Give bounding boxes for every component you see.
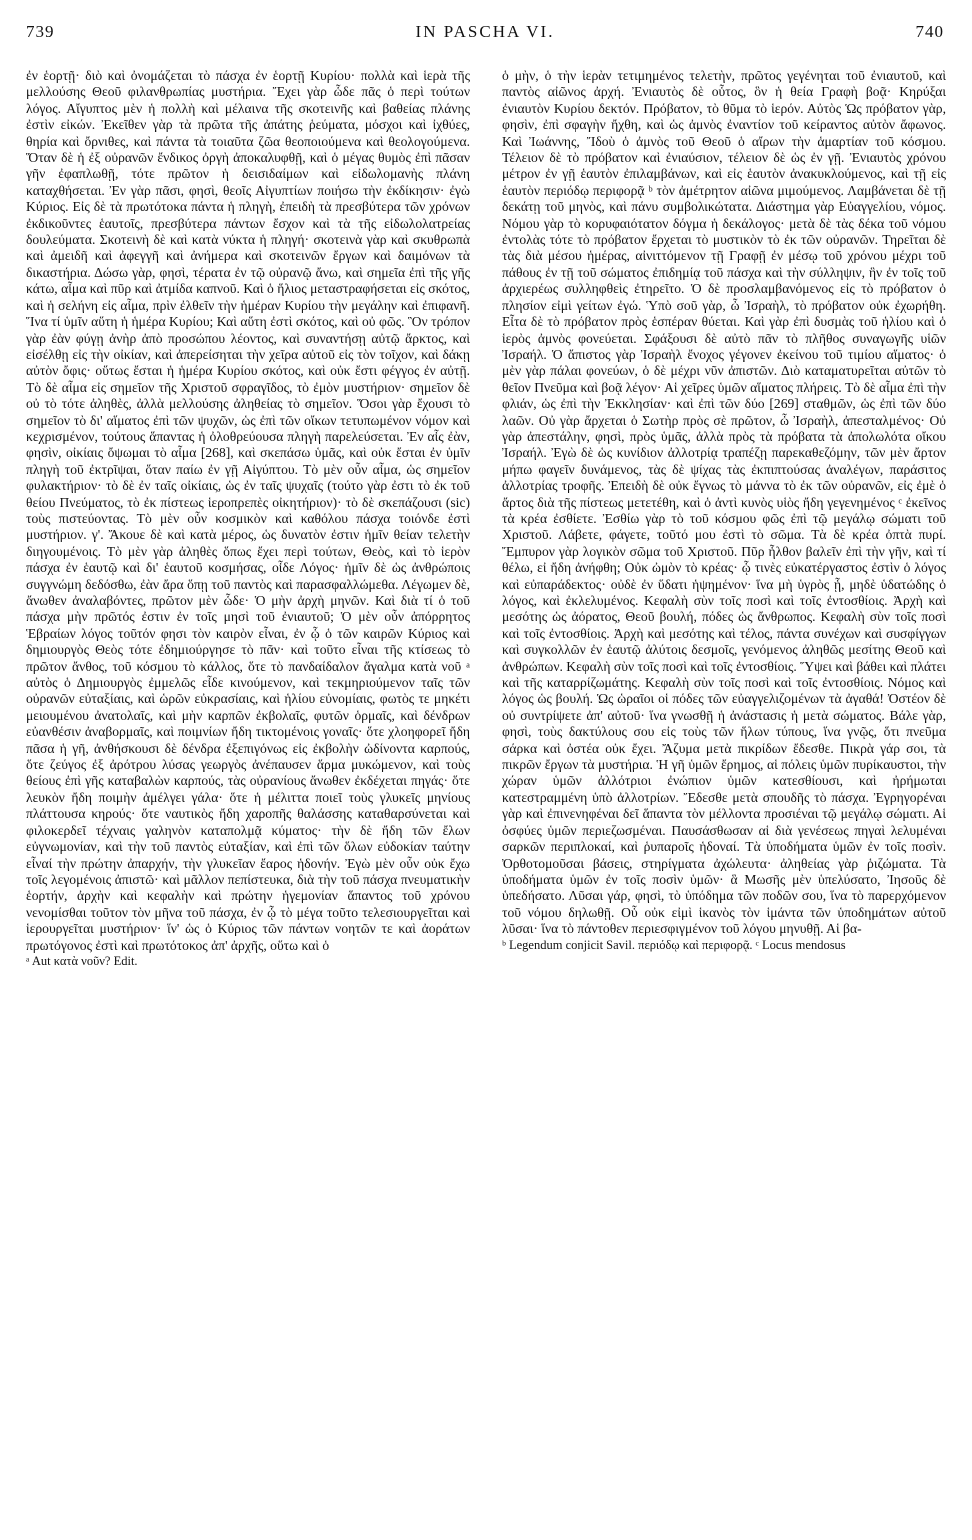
- page-number-left: 739: [26, 22, 55, 41]
- left-footnote: ᵃ Aut κατὰ νοῦν? Edit.: [26, 953, 138, 968]
- right-column-text: ὁ μὴν, ὁ τὴν ἱερὰν τετιμημένος τελετὴν, πρῶτος γεγένηται τοῦ ἐνιαυτοῦ, καὶ παντὸς αἰῶνος ἀρχή. Ἐνιαυτὸς δὲ οὗτος, ὃν ἡ θεία Γραφὴ βοᾷ· Κηρύξαι ἐνιαυτὸν Κυρίου δεκτόν. Πρόβατον, τὸ θῦμα τὸ ἱερόν. Αὐτὸς Ὡς πρόβατον γὰρ, φησὶν, ἐπὶ σφαγὴν ἤχθη, καὶ ὡς ἀμνὸς ἐναντίον τοῦ κείραντος αὐτὸν ἄφωνος. Καὶ Ἰωάννης, Ἴδοὺ ὁ ἀμνὸς τοῦ Θεοῦ ὁ αἴρων τὴν ἁμαρτίαν τοῦ κόσμου. Τέλειον δὲ τὸ πρόβατον καὶ ἐνιαύσιον, τέλειον δὲ ὡς ἐν γῇ. Ἐνιαυτὸς χρόνου μέτρον ἐν γῇ ἑαυτὸν ἐπιλαμβάνων, καὶ εἰς ἑαυτὸν ἀνακυκλούμενος, καὶ τῇ εἰς ἑαυτὸν περιόδῳ περιφορᾷ ᵇ τὸν ἀμέτρητον αἰῶνα μιμούμενος. Λαμβάνεται δὲ τῇ δεκάτῃ τοῦ μηνὸς, καὶ πάνυ συμβολικώτατα. Διάστημα γὰρ Εὐαγγελίου, νόμος. Νόμου γὰρ τὸ κορυφαιότατον δόγμα ἡ δεκάλογος· μετὰ δὲ τὰς δέκα τοῦ νόμου ἐντολὰς τότε τὸ πρόβατον ἔρχεται τὸ μυστικὸν τὸ ἐκ τῶν οὐρανῶν. Τηρεῖται δὲ τὰς διὰ μέσου ἡμέρας, αἰνιττόμενον τῇ Γραφῇ ἐν μέσῳ τοῦ χρόνου μέχρι τοῦ πάθους ἐν τῇ τοῦ σώματος ἐπιδημίᾳ τοῦ πάσχα καὶ τὴν σύλληψιν, ἣν ἐν τοῖς τοῦ ἀρχιερέως συλληφθεὶς ἐτηρεῖτο. Ὁ δὲ προσλαμβανόμενος εἰς τὸ πρόβατον ὁ πλησίον εἰμὶ γείτων ἐγώ. Ὑπὸ σοῦ γὰρ, ὦ Ἰσραὴλ, τὸ πρόβατον οὐκ ἐχωρήθη. Εἶτα δὲ τὸ πρόβατον πρὸς ἑσπέραν θύεται. Καὶ γὰρ ἐπὶ δυσμὰς τοῦ ἡλίου καὶ ὁ ἱερὸς ἀμνὸς φονεύεται. Σφάξουσι δὲ αὐτὸ πᾶν τὸ πλῆθος συναγωγῆς υἱῶν Ἰσραήλ. Ὁ ἄπιστος γὰρ Ἰσραὴλ ἔνοχος γέγονεν ἐκείνου τοῦ τιμίου αἵματος· ὁ μὲν γὰρ πάλαι φονεύων, ὁ δὲ μέχρι νῦν ἀπιστῶν. Διὸ καταματυρεῖται αὐτῶν τὸ θεῖον Πνεῦμα καὶ βοᾷ λέγον· Αἱ χεῖρες ὑμῶν αἵματος πλήρεις. Τὸ δὲ αἷμα ἐπὶ τὴν φλιάν, ὡς ἐπὶ τὴν Ἐκκλησίαν· καὶ ἐπὶ τῶν δύο [269] σταθμῶν, ὡς ἐπὶ τῶν δύο λαῶν. Οὐ γὰρ ἄρχεται ὁ Σωτὴρ πρὸς σὲ πρῶτον, ὦ Ἰσραὴλ, ἀπεσταλμένος· Οὐ γὰρ ἀπεστάλην, φησὶ, πρὸς ὑμᾶς, ἀλλὰ πρὸς τὰ πρόβατα τὰ ἀπολωλότα οἴκου Ἰσραήλ. Ἐγὼ δὲ ὡς κυνίδιον ἀλλοτρίᾳ τραπέζῃ παρεκαθεζόμην, τῶν μὲν ἄρτον μήπω φαγεῖν δυνάμενος, τὰς δὲ ψίχας τὰς ἐκπιπτούσας ἀναλέγων, παράσιτος ἀλλοτρίας τροφῆς. Ἐπειδὴ δὲ οὐκ ἔγνως τὸ μάννα τὸ ἐκ τῶν οὐρανῶν, εἰς ἐμὲ ὁ ἄρτος διὰ τῆς πίστεως μετετέθη, καὶ ὁ ἀντὶ κυνὸς υἱὸς ἤδη γεγενημένος ᶜ ἐκεῖνος τὰ κρέα ἐσθίετε. Ἐσθίω γὰρ τὸ τοῦ κόσμου φῶς ἐπὶ τῷ μεγάλῳ σώματι τοῦ Χριστοῦ. Λάβετε, φάγετε, τοῦτό μου ἐστὶ τὸ σῶμα. Τὰ δὲ κρέα ὀπτὰ πυρί. Ἔμπυρον γὰρ λογικὸν σῶμα τοῦ Χριστοῦ. Πῦρ ἦλθον βαλεῖν ἐπὶ τὴν γῆν, καὶ τί θέλω, εἰ ἤδη ἀνήφθη; Οὐκ ὠμὸν τὸ κρέας· ᾧ τινὲς εὐκατέργαστος ἐστὶν ὁ λόγος καὶ εὐπαράδεκτος· οὐδὲ ἐν ὕδατι ἡψημένον· ἵνα μὴ ὑγρὸς ᾖ, μηδὲ ὑδατώδης ὁ λόγος, καὶ ἐκλελυμένος. Κεφαλὴ σὺν τοῖς ποσὶ καὶ τοῖς ἐντοσθίοις. Ἀρχὴ καὶ μεσότης ὡς ἀόρατος, Θεοῦ βουλή, πόδες ὡς ἄνθρωπος. Κεφαλὴ σὺν τοῖς ποσὶ καὶ τοῖς ἐντοσθίοις. Ἀρχὴ καὶ μεσότης καὶ τέλος, πάντα συνέχων καὶ συσφίγγων καὶ συγκολλῶν ἐν ἑαυτῷ ἀλύτοις δεσμοῖς, γενόμενος ἀληθῶς μεσίτης Θεοῦ καὶ ἀνθρώπων. Κεφαλὴ σὺν τοῖς ποσὶ καὶ τοῖς ἐντοσθίοις. Ὕψει καὶ βάθει καὶ πλάτει καὶ τῆς καταρρίζωμάτης. Κεφαλὴ σὺν τοῖς ποσὶ καὶ τοῖς ἐντοσθίοις. Νόμος καὶ λόγος ὡς βουλή. Ὡς ὡραῖοι οἱ πόδες τῶν εὐαγγελιζομένων τὰ ἀγαθά! Ὀστέον δὲ οὐ συντρίψετε ἀπ' αὐτοῦ· ἵνα γνωσθῇ ἡ ἀνάστασις ἡ μετὰ σώματος. Βάλε γὰρ, φησὶ, τοὺς δακτύλους σου εἰς τοὺς τῶν ἥλων τύπους, ἵνα γνῷς, ὅτι πνεῦμα σάρκα καὶ ὀστέα οὐκ ἔχει. Ἄζυμα μετὰ πικρίδων ἔδεσθε. Πικρὰ γάρ σοι, τὰ πικρῶν ἔργων τὰ μυστήρια. Ἡ γῆ ὑμῶν ἔρημος, αἱ πόλεις ὑμῶν πυρίκαυστοι, τὴν χώραν ὑμῶν ἀλλότριοι ἐνώπιον ὑμῶν κατεσθίουσι, καὶ ἠρήμωται κατεστραμμένη ὑπὸ ἀλλοτρίων. Ἔδεσθε μετὰ σπουδῆς τὸ πάσχα. Ἐγρηγορέναι γὰρ καὶ ἐπινενηφέναι δεῖ ἅπαντα τὸν μέλλοντα προσιέναι τῷ μεγάλῳ σώματι. Αἱ ὀσφύες ὑμῶν περιεζωσμέναι. Παυσάσθωσαν αἱ διὰ γενέσεως πηγαὶ λελυμέναι σαρκῶν περιπλοκαί, καὶ ῥυπαροῖς ἡδοναί. Τὰ ὑποδήματα ὑμῶν ἐν τοῖς ποσὶν. Ὀρθοτομοῦσαι βάσεις, στηρίγματα ἀχώλευτα· ἀληθείας γὰρ ῥιζώματα. Τὰ ὑποδήματα ὑμῶν ἐν τοῖς ποσὶν ὑμῶν· ἃ Μωσῆς μὲν ὑπελύσατο, Ἰησοῦς δὲ ὑπεδήσατο. Λῦσαι γάρ, φησὶ, τὸ ὑπόδημα τῶν ποδῶν σου, ἵνα τὸ παρερχόμενον τοῦ νόμου δηλωθῇ. Οὗ οὐκ εἰμὶ ἱκανὸς τὸν ἱμάντα τῶν ὑποδημάτων αὐτοῦ λῦσαι· ἵνα τὸ πάντοθεν περιεσφιγμένον τοῦ λόγου μηνυθῇ. Αἱ βα-: [502, 68, 946, 937]
- left-column: [26, 68, 470, 1520]
- left-column-text: ἐν ἑορτῇ· διὸ καὶ ὀνομάζεται τὸ πάσχα ἐν ἑορτῇ Κυρίου· πολλὰ καὶ ἱερὰ τῆς μελλούσης Θεοῦ φιλανθρωπίας μυστήρια. Ἔχει γὰρ ὧδε πᾶς ὁ περὶ τούτων λόγος. Αἴγυπτος μὲν ἡ πολλὴ καὶ μέλαινα τῆς σκοτεινῆς καὶ βαθείας πλάνης ἐστὶν εἰκών. Ἐκεῖθεν γὰρ τὰ πρῶτα τῆς ἀπάτης ῥεύματα, μόσχοι καὶ ἰχθύες, θηρία καὶ ὄρνιθες, καὶ πάντα τὰ τοιαῦτα ζῶα θεοποιούμενα καὶ θεολογούμενα. Ὅταν δὲ ἡ ἐξ οὐρανῶν ἔνδικος ὀργὴ ἀποκαλυφθῇ, καὶ ὁ μέγας θυμὸς ἐπὶ πᾶσαν γῆν ἐφαπλωθῇ, τότε πρῶτον ἡ δεισιδαίμων καὶ εἰδωλομανὴς πλάνη καταχθήσεται. Ἐν γὰρ πᾶσι, φησὶ, θεοῖς Αἰγυπτίων ποιήσω τὴν ἐκδίκησιν· ἐγὼ Κύριος. Εἰς δὲ τὰ πρωτότοκα πάντα ἡ πληγὴ, ἐπειδὴ τὰ πρεσβύτερα τῶν χρόνων ἐκδικοῦντες ἑαυτοῖς, πρεσβύτερα πάντων ἔσχον καὶ τὰ τῆς εἰδωλολατρείας δουλεύματα. Σκοτεινὴ δὲ καὶ κατὰ νύκτα ἡ πληγή· σκοτεινὰ γὰρ καὶ σκυθρωπὰ καὶ ἀμειδῆ καὶ ἀφεγγῆ καὶ ἀνήμερα καὶ σκοτεινῶν ἔργων καὶ δαιμόνων τὰ δικαστήρια. Δώσω γὰρ, φησὶ, τέρατα ἐν τῷ οὐρανῷ ἄνω, καὶ σημεῖα ἐπὶ τῆς γῆς κάτω, αἷμα καὶ πῦρ καὶ ἀτμίδα καπνοῦ. Καὶ ὁ ἥλιος μεταστραφήσεται εἰς σκότος, καὶ ἡ σελήνη εἰς αἷμα, πρὶν ἐλθεῖν τὴν ἡμέραν Κυρίου τὴν μεγάλην καὶ ἐπιφανῆ. Ἵνα τί ὑμῖν αὕτη ἡ ἡμέρα Κυρίου; Καὶ αὕτη ἐστὶ σκότος, καὶ οὐ φῶς. Ὃν τρόπον γὰρ ἐὰν φύγῃ ἀνὴρ ἀπὸ προσώπου λέοντος, καὶ συναντήσῃ αὐτῷ ἄρκτος, καὶ εἰσέλθῃ εἰς τὴν οἰκίαν, καὶ ἀπερείσηται τὴν χεῖρα αὐτοῦ εἰς τὸν τοῖχον, καὶ δάκῃ αὐτὸν ὄφις· οὕτως ἔσται ἡ ἡμέρα Κυρίου σκότος, καὶ οὐκ ἔστι φέγγος ἐν αὐτῇ. Τὸ δὲ αἷμα εἰς σημεῖον τῆς Χριστοῦ σφραγῖδος, τὸ ἐμὸν μυστήριον· σημεῖον δὲ οὐ τὸ τότε ἀληθὲς, ἀλλὰ μελλούσης ἀληθείας τὸ σημεῖον. Ὅσοι γὰρ ἔχουσι τὸ σημεῖον τὸ δι' αἵματος ἐπὶ τῶν ψυχῶν, ὡς ἐπὶ τῶν οἴκων τετυπωμένον νόμον καὶ κεχρισμένον, τούτους ἅπαντας ἡ ὀλοθρεύουσα πληγὴ παρελεύσεται. Ἐν αἷς ἐὰν, φησὶν, οἰκίαις ὄψωμαι τὸ αἷμα [268], καὶ σκεπάσω ὑμᾶς, καὶ οὐκ ἔσται ἐν ὑμῖν πληγὴ τοῦ ἐκτρῖψαι, ὅταν παίω ἐν γῇ Αἰγύπτου. Τὸ μὲν οὖν αἷμα, ὡς σημεῖον φυλακτήριον· τὸ δὲ ἐν ταῖς οἰκίαις, ὡς ἐν ταῖς ψυχαῖς (τούτο γὰρ ἐστι τὸ ἐκ τοῦ θείου Πνεύματος, τὸ ἐκ πίστεως ἱεροπρεπὲς οἰκητήριον)· τὸ δὲ σκεπάζουσι (sic) τοὺς πιστεύοντας. Τὸ μὲν οὖν κοσμικὸν καὶ καθόλου πάσχα τοιόνδε ἐστὶ μυστήριον. γ'. Ἄκουε δὲ καὶ κατὰ μέρος, ὡς δυνατὸν ἐστιν ἡμῖν θείαν τελετὴν διηγουμένοις. Τὸ μὲν γὰρ ἀληθὲς ὅπως ἔχει περὶ τούτων, Θεὸς, καὶ τὸ ἱερὸν πάσχα ἐν ἑαυτῷ καὶ δι' ἑαυτοῦ κοσμήσας, οἶδε Λόγος· ἡμῖν δὲ ὡς ἀνθρώποις συγγνώμη δεδόσθω, ἐὰν ἄρα ὅπῃ τοῦ παντὸς καὶ παρασφαλλώμεθα. Λέγωμεν δὲ, ἄνωθεν ἀναλαβόντες, πρῶτον μὲν ὧδε· Ὁ μὴν ἀρχὴ μηνῶν. Καὶ διὰ τί ὁ τοῦ πάσχα μὴν πρῶτός ἐστιν ἐν τοῖς μησὶ τοῦ ἐνιαυτοῦ; Ὁ μὲν οὖν ἀπόρρητος Ἑβραίων λόγος τοῦτόν φησι τὸν καιρὸν εἶναι, ἐν ᾧ ὁ τῶν καιρῶν Κύριος καὶ δημιουργὸς Θεὸς τότε ἐδημιούργησε τὸ πᾶν· καὶ τοῦτο εἶναι τῆς κτίσεως τὸ πρῶτον ἄνθος, τοῦ κόσμου τὸ κάλλος, ὅτε τὸ πανδαίδαλον ἄγαλμα κατὰ νοῦ ᵃ αὐτὸς ὁ Δημιουργὸς ἐμμελῶς εἶδε κινούμενον, καὶ τεκμηριούμενον ταῖς τῶν οὐρανῶν εὐταξίαις, καὶ ὡρῶν εὐκρασίαις, καὶ ἡλίου εὐνομίαις, φωτὸς τε μηκέτι μειουμένου ἀνατολαῖς, καὶ μὴν καρπῶν ἐκβολαῖς, φυτῶν ὁρμαῖς, καὶ δένδρων εὐανθέσιν ἀναβορμαῖς, καὶ ποιμνίων ἤδη τικτομένοις γοναῖς· ὅτε χλοηφορεῖ ἤδη πᾶσα ἡ γῆ, ἀνθήσκουσι δὲ δένδρα ἐξεπιγόνως εἰς ἐκβολὴν ὠδίνοντα καρπούς, ὅτε ζεύγος ἐξ ἀρότρου λύσας γεωργὸς ἀνέπαυσεν ἅρμα μυκώμενον, καὶ τοὺς θείους ἐπὶ γῆς καταβαλὼν καρπούς, τὰς οὐρανίους ἄνωθεν ἐκδέχεται πηγάς· ὅτε λευκὸν ἤδη ποιμὴν ἀμέλγει γάλα· ὅτε ἡ μέλιττα ποιεῖ τοὺς γλυκεῖς μηνίους πλάττουσα κηρούς· ὅτε ναυτικὸς ἤδη χαροπῆς θαλάσσης καταθαρσύνεται καὶ φιλοκερδεῖ τέχναις γαληνὸν καταπολμᾷ κύματος· τὴν δὲ ἤδη τῶν ἔλων εὐγνωμονίαν, καὶ τὴν τοῦ παντὸς εὐταξίαν, καὶ ἐπὶ τῶν ὅλων εὐδοκίαν ταύτην εἶναί τὴν πρώτην ἀπαρχήν, τὴν γλυκεῖαν ἔαρος ἡδονήν. Ἐγὼ μὲν οὖν οὐκ ἔχω τοῖς λεγομένοις ἀπιστῶ· καὶ μᾶλλον πεπίστευκα, διὰ τὴν τοῦ πάσχα πνευματικὴν ἑορτήν, ἀρχὴν καὶ κεφαλὴν καὶ πρώτην ἡγεμονίαν ἅπαντος τοῦ χρόνου νενομίσθαι τοῦτον τὸν μῆνα τοῦ πάσχα, ἐν ᾧ τὸ μέγα τοῦτο τελεσιουργεῖται καὶ ἱερουργεῖται μυστήριον· ἵν' ὡς ὁ Κύριος τῶν πάντων νοητῶν τε καὶ ἀοράτων πρωτόγονος ἐστὶ καὶ πρωτότοκος ἀπ' ἀρχῆς, οὕτω καὶ ὁ: [26, 68, 470, 953]
- running-head: [26, 22, 944, 52]
- right-footnote: ᵇ Legendum conjicit Savil. περιόδῳ καὶ περιφορᾷ. ᶜ Locus mendosus: [502, 937, 846, 952]
- right-column: [502, 68, 946, 1520]
- running-title: IN PASCHA VI.: [415, 22, 555, 41]
- page-number-right: 740: [915, 22, 944, 41]
